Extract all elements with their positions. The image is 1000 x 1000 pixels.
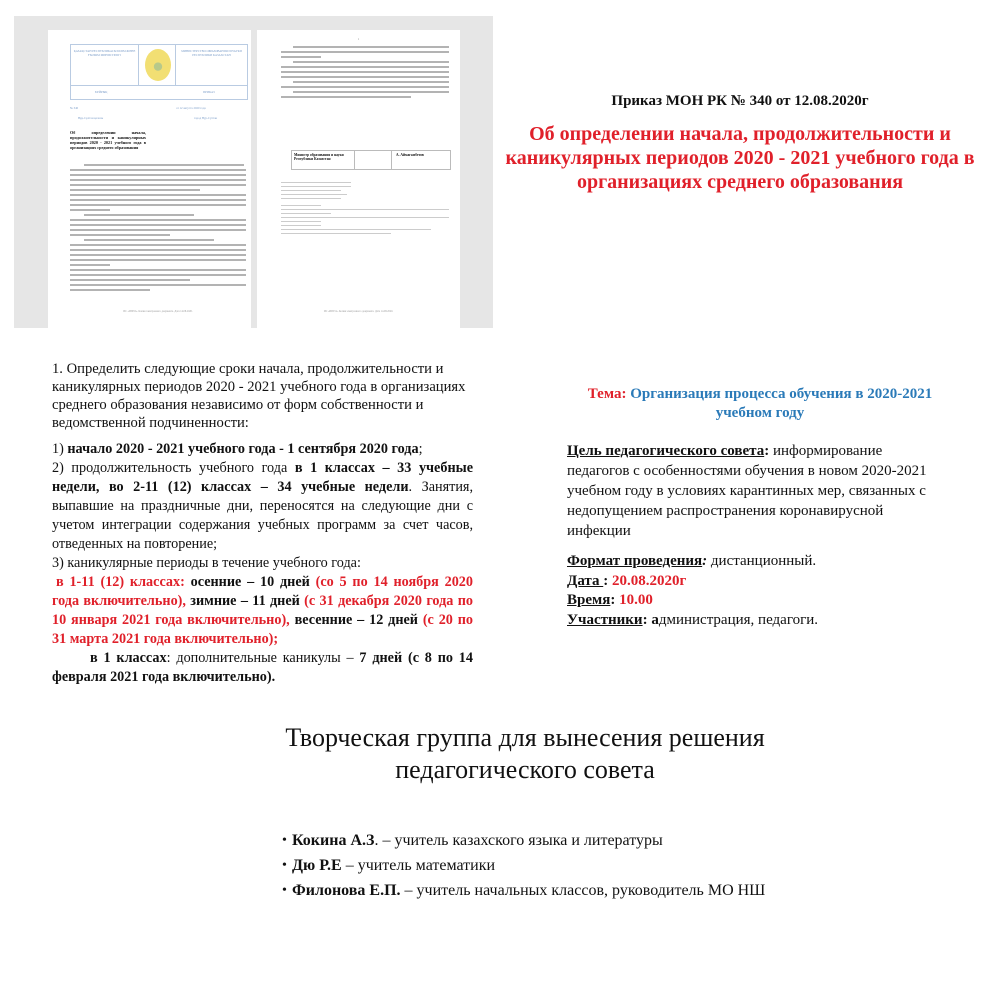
decree-first-classes <box>52 649 473 687</box>
holidays-spring: весенние – 12 дней <box>289 612 423 628</box>
order-title: Об определении начала, продолжительности и каникулярных периодов 2020 - 2021 учебного года в организациях среднего образования <box>505 123 975 193</box>
scan-approvals <box>281 182 449 237</box>
decree-list <box>52 440 473 687</box>
scan-footer-1: ИС «ИПГО». Копия электронного документа. Дата 14.08.2020. <box>123 310 193 313</box>
council-details <box>567 552 947 630</box>
time-row <box>567 591 947 611</box>
holidays-autumn: осенние – 10 дней <box>184 574 316 590</box>
format-value: дистанционный. <box>707 553 817 569</box>
group-title: Творческая группа для вынесения решения педагогического совета <box>285 723 765 784</box>
item-2-bold: в 1 классах – 33 учебные недели, во 2-11 (12) классах – 34 учебные недели <box>52 460 473 495</box>
decree-item-1 <box>52 440 473 459</box>
list-item <box>282 855 802 876</box>
goal-label: Цель педагогического совета <box>567 443 765 459</box>
goal-text: информирование педагогов с особенностями обучения в новом 2020-2021 учебном году в условиях карантинных мер, связанных с недопущением распространения коронавирусной инфекции <box>567 443 927 539</box>
scan-page-1 <box>48 30 251 328</box>
format-colon: : <box>702 553 708 569</box>
participants-value: дминистрация, педагоги. <box>658 611 819 628</box>
scan-page-2 <box>257 30 460 328</box>
member-name: Кокина А.З <box>292 832 375 849</box>
holidays-spring-dates: (с 20 по 31 марта 2021 года включительно); <box>52 612 474 647</box>
decree-holidays <box>52 573 473 649</box>
first-classes-text: : дополнительные каникулы – <box>166 650 360 666</box>
decree-item-2 <box>52 459 473 554</box>
order-scan-image <box>14 16 493 328</box>
bullet-icon: • <box>282 833 287 848</box>
bullet-icon: • <box>282 883 287 898</box>
format-label: Формат проведения <box>567 553 703 569</box>
scan-number: № 340 <box>70 106 79 110</box>
scan-header-right: МИНИСТЕРСТВО ОБРАЗОВАНИЯ И НАУКИ РЕСПУБЛИКИ КАЗАХСТАН <box>175 45 247 85</box>
goal-colon: : <box>764 443 770 459</box>
scan-page2-body <box>281 46 449 101</box>
date-row <box>567 572 947 592</box>
scan-row-left: БҰЙРЫҚ <box>95 90 108 94</box>
scan-body-text <box>70 164 246 294</box>
date-value: 20.08.2020г <box>611 572 687 589</box>
scan-header-left: ҚАЗАҚСТАН РЕСПУБЛИКАСЫ БІЛІМ ЖӘНЕ ҒЫЛЫМ МИНИСТРЛІГІ <box>71 45 139 85</box>
scan-date: от 12 августа 2020 года <box>176 106 206 110</box>
item-1-bold: начало 2020 - 2021 учебного года - 1 сентября 2020 года <box>67 441 419 457</box>
time-value: 10.00 <box>619 592 653 608</box>
scan-header-row <box>71 85 247 100</box>
decree-item-3: 3) каникулярные периоды в течение учебного года: <box>52 555 361 571</box>
member-role: – учитель начальных классов, руководитель МО НШ <box>400 882 766 899</box>
scan-sign-position: Министр образования и науки Республики Казахстан <box>294 153 344 161</box>
list-item <box>282 830 802 851</box>
scan-sign-table <box>291 150 451 170</box>
scan-row-right: ПРИКАЗ <box>203 90 215 94</box>
holidays-winter: зимние – 11 дней <box>185 593 305 609</box>
state-emblem-icon <box>145 49 171 81</box>
scan-city-right: город Нур-Султан <box>194 116 218 120</box>
council-goal <box>567 441 947 541</box>
item-1-number: 1) <box>52 441 68 457</box>
list-item <box>282 880 802 901</box>
first-classes-days: 7 дней (с 8 по 14 февраля 2021 года включительно). <box>52 650 473 685</box>
topic-text: Организация процесса обучения в 2020-2021 учебном году <box>626 386 933 421</box>
member-role: . – учитель казахского языка и литературы <box>374 832 663 849</box>
member-name: Дю Р.Е <box>292 857 342 874</box>
participants-label: Участники <box>567 611 643 628</box>
item-1-end: ; <box>418 441 423 457</box>
scan-city-left: Нұр-Сұлтан қаласы <box>78 116 104 120</box>
decree-intro-block <box>52 360 472 432</box>
order-number: Приказ МОН РК № 340 от 12.08.2020г <box>611 93 869 109</box>
scan-page-number: 2 <box>357 38 360 41</box>
time-label: Время <box>567 592 611 608</box>
scan-doc-title: Об определении начала, продолжительности и каникулярных периодов 2020 - 2021 учебного года в организациях среднего образования <box>70 130 146 150</box>
bullet-icon: • <box>282 858 287 873</box>
member-role: – учитель математики <box>341 857 496 874</box>
scan-footer-2: ИС «ИПГО». Копия электронного документа. Дата 14.08.2020. <box>323 310 394 313</box>
item-2-end: . Занятия, выпавшие на праздничные дни, переносятся на следующие дни с учетом интеграции содержания учебных программ за счет часов, отведенных на повторение; <box>52 479 473 552</box>
topic-label: Тема: <box>587 386 627 402</box>
group-members-list <box>282 830 802 905</box>
council-topic <box>560 385 960 423</box>
holidays-classes: в 1-11 (12) классах: <box>56 574 185 590</box>
decree-intro: 1. Определить следующие сроки начала, продолжительности и каникулярных периодов 2020 - 2021 учебного года в организациях среднего образования независимо от форм собственности и ведомственной подчиненности: <box>52 361 466 431</box>
holidays-winter-dates: (с 31 декабря 2020 года по 10 января 2021 года включительно), <box>52 593 473 628</box>
item-2-start: 2) продолжительность учебного года <box>52 460 295 476</box>
time-colon: : <box>610 592 620 608</box>
participants-colon: : <box>642 611 652 628</box>
participants-initial: а <box>651 611 659 628</box>
date-colon: : <box>603 572 612 589</box>
holidays-autumn-dates: (со 5 по 14 ноября 2020 года включительно), <box>52 574 473 609</box>
member-name: Филонова Е.П. <box>292 882 401 899</box>
scan-header-table <box>70 44 248 100</box>
first-classes-label: в 1 классах <box>90 650 167 666</box>
format-row <box>567 552 947 572</box>
participants-row <box>567 611 947 631</box>
date-label: Дата <box>567 572 604 589</box>
scan-sign-name: А. Аймагамбетов <box>396 153 424 157</box>
